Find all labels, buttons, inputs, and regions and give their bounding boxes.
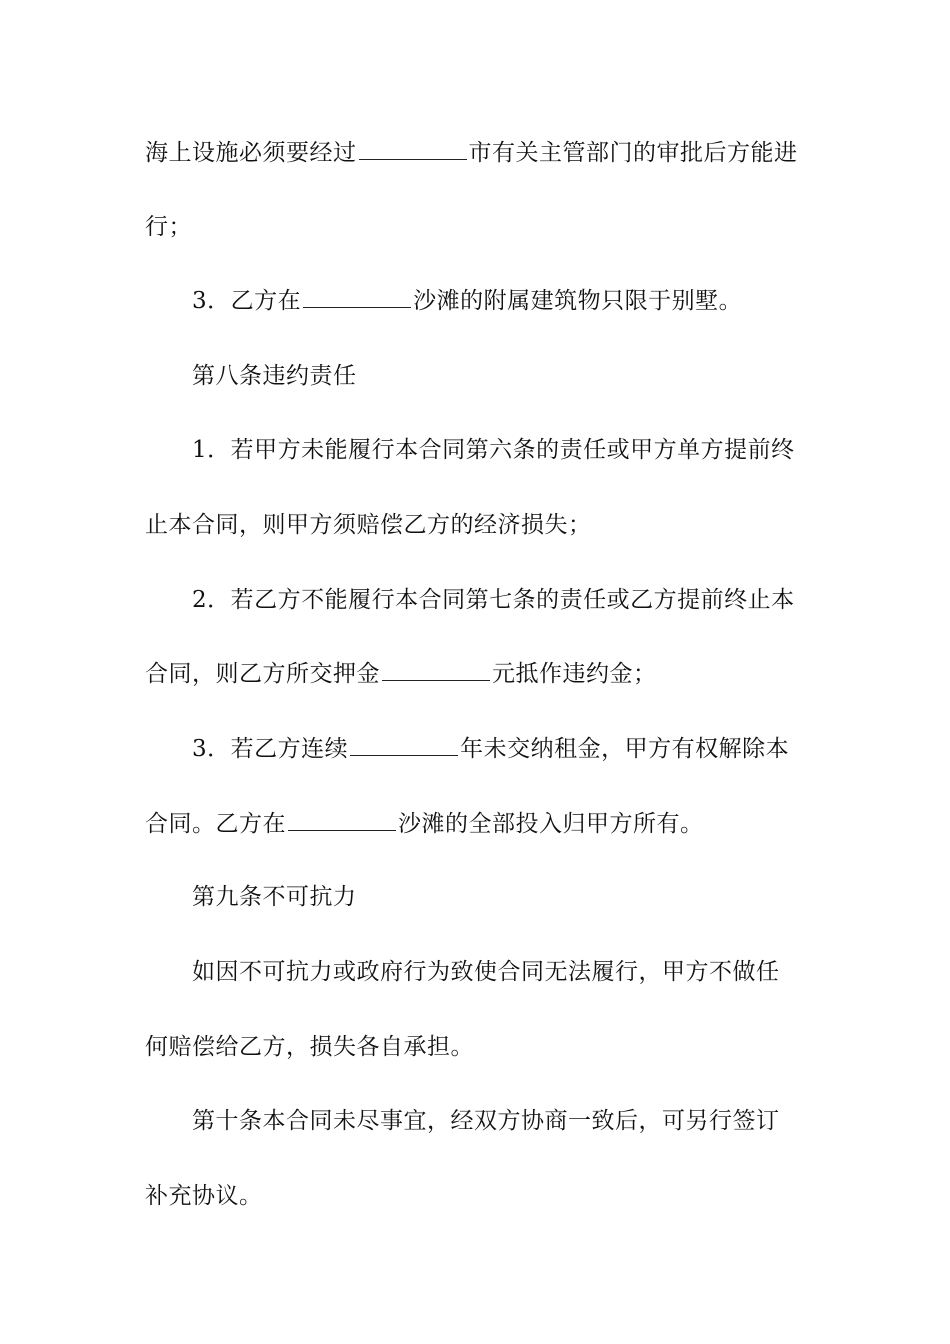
paragraph-line <box>145 1027 474 1067</box>
section-heading <box>192 877 357 917</box>
paragraph-line <box>145 804 704 844</box>
paragraph-line <box>145 1176 263 1216</box>
line-text: 沙滩的附属建筑物只限于别墅。 <box>413 288 743 314</box>
fill-in-blank <box>359 137 467 160</box>
line-text: 1．若甲方未能履行本合同第六条的责任或甲方单方提前终 <box>192 437 795 463</box>
paragraph-line <box>145 133 798 173</box>
paragraph-line <box>192 281 742 321</box>
line-text: 沙滩的全部投入归甲方所有。 <box>398 811 704 837</box>
line-text: 市有关主管部门的审批后方能进 <box>468 140 798 166</box>
line-text: 第十条本合同未尽事宜，经双方协商一致后，可另行签订 <box>192 1108 780 1134</box>
fill-in-blank <box>288 808 396 831</box>
line-text: 年未交纳租金，甲方有权解除本 <box>460 736 790 762</box>
line-text: 合同。乙方在 <box>145 811 286 837</box>
fill-in-blank <box>303 285 411 308</box>
heading-text: 第八条违约责任 <box>192 363 357 389</box>
paragraph-line <box>145 505 592 545</box>
paragraph-line <box>145 207 192 247</box>
line-text: 2．若乙方不能履行本合同第七条的责任或乙方提前终止本 <box>192 587 795 613</box>
line-text: 补充协议。 <box>145 1183 263 1209</box>
paragraph-line <box>145 654 657 694</box>
paragraph-line <box>192 729 789 769</box>
paragraph-line <box>192 580 795 620</box>
fill-in-blank <box>350 733 458 756</box>
line-text: 海上设施必须要经过 <box>145 140 357 166</box>
line-text: 如因不可抗力或政府行为致使合同无法履行，甲方不做任 <box>192 959 780 985</box>
line-text: 3．若乙方连续 <box>192 736 349 762</box>
paragraph-line <box>192 1101 780 1141</box>
line-text: 止本合同，则甲方须赔偿乙方的经济损失； <box>145 512 592 538</box>
fill-in-blank <box>382 658 490 681</box>
line-text: 元抵作违约金； <box>492 661 657 687</box>
line-text: 行； <box>145 214 192 240</box>
line-text: 何赔偿给乙方，损失各自承担。 <box>145 1034 474 1060</box>
paragraph-line <box>192 952 780 992</box>
line-text: 3．乙方在 <box>192 288 302 314</box>
heading-text: 第九条不可抗力 <box>192 884 357 910</box>
paragraph-line <box>192 430 795 470</box>
line-text: 合同，则乙方所交押金 <box>145 661 380 687</box>
section-heading <box>192 356 357 396</box>
